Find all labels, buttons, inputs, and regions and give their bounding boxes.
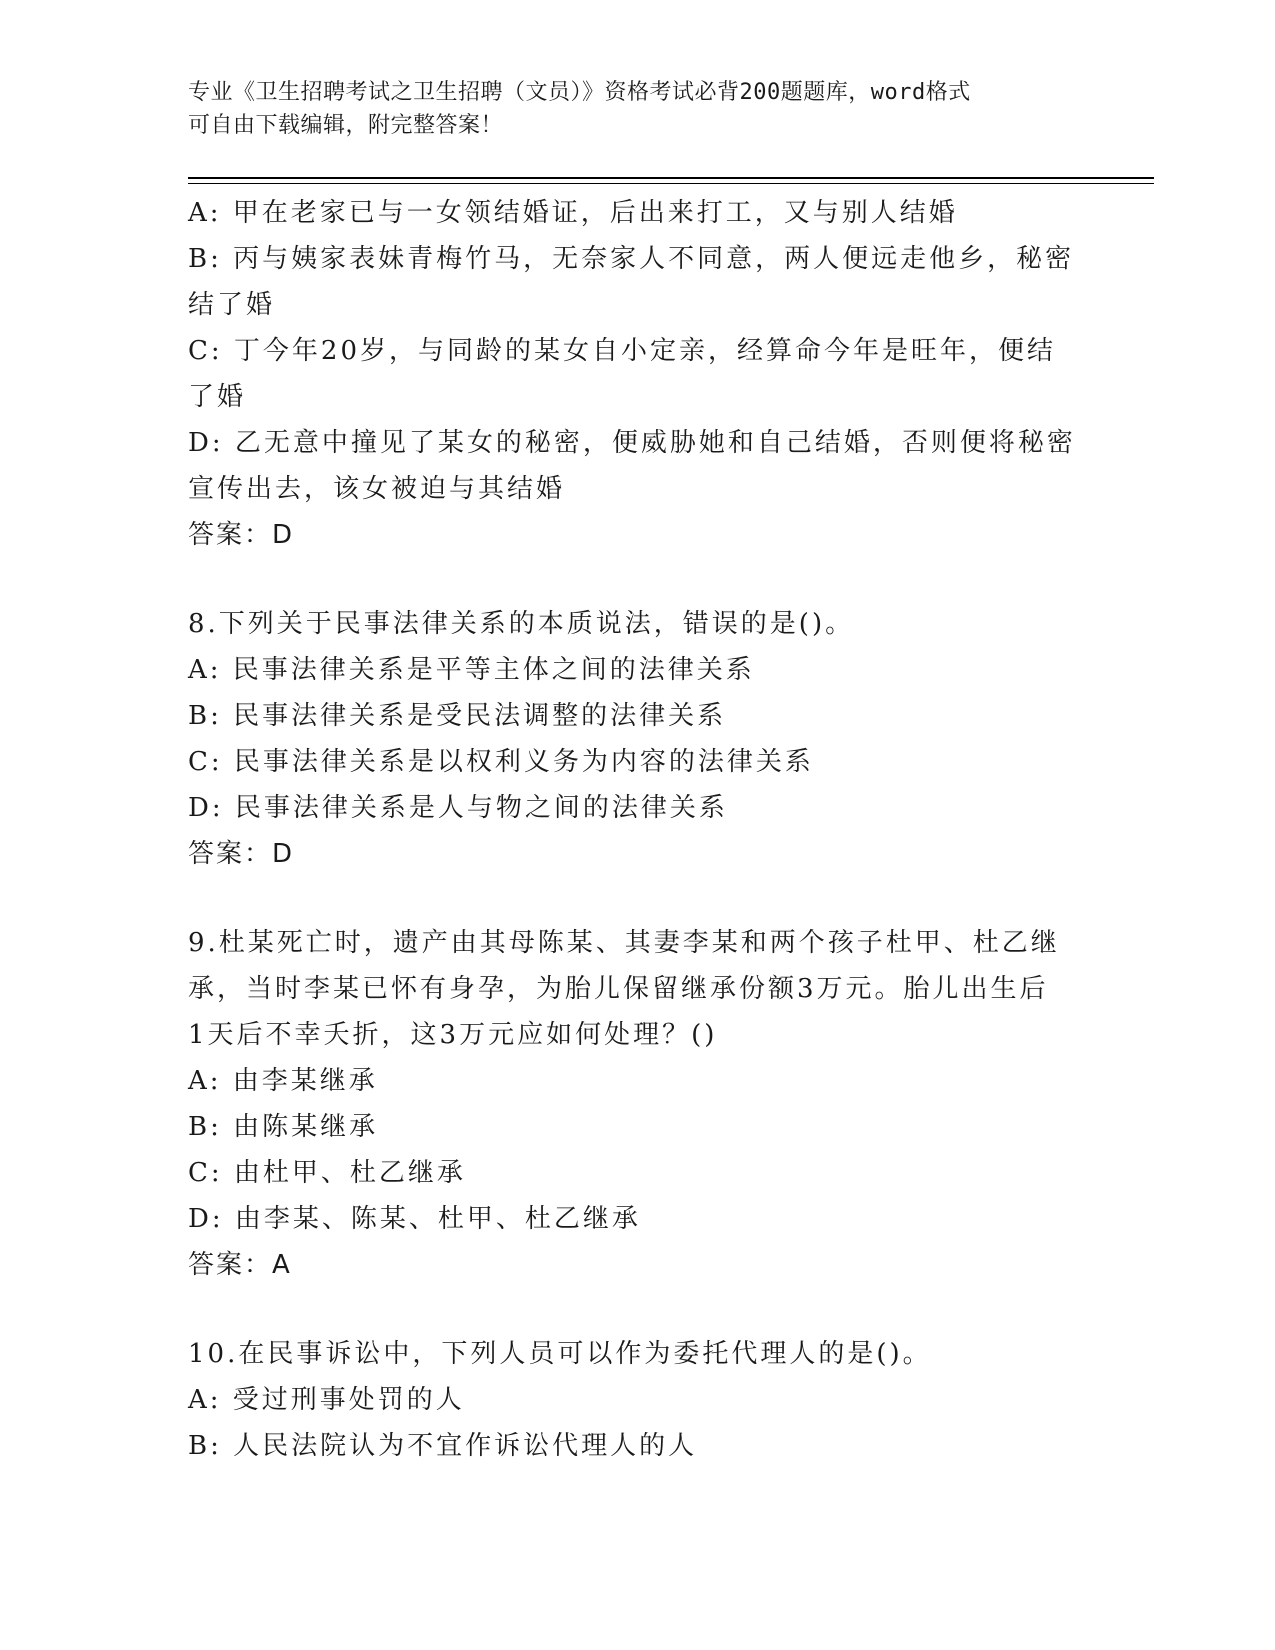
question-stem-continued: 承，当时李某已怀有身孕，为胎儿保留继承份额3万元。胎儿出生后 [188,974,1049,1004]
question-stem: 9.杜某死亡时，遗产由其母陈某、其妻李某和两个孩子杜甲、杜乙继 [188,928,1060,958]
header-line-1: 专业《卫生招聘考试之卫生招聘（文员）》资格考试必背200题题库，word格式 [188,80,971,105]
option-b: B: 人民法院认为不宜作诉讼代理人的人 [188,1431,698,1461]
question-spacer [188,877,1068,920]
header-divider-thin [188,183,1154,184]
option-d: D: 由李某、陈某、杜甲、杜乙继承 [188,1204,641,1234]
answer-label: 答案：D [188,520,295,550]
option-b: B: 丙与姨家表妹青梅竹马，无奈家人不同意，两人便远走他乡，秘密 [188,244,1075,274]
option-b: B: 民事法律关系是受民法调整的法律关系 [188,701,727,731]
option-a: A: 甲在老家已与一女领结婚证，后出来打工，又与别人结婚 [188,198,958,228]
option-c-continued: 了婚 [188,382,247,412]
question-spacer [188,1288,1068,1331]
option-b: B: 由陈某继承 [188,1112,379,1142]
question-stem: 10.在民事诉讼中，下列人员可以作为委托代理人的是()。 [188,1339,932,1369]
option-d: D: 乙无意中撞见了某女的秘密，便威胁她和自己结婚，否则便将秘密 [188,428,1076,458]
question-stem: 8.下列关于民事法律关系的本质说法，错误的是()。 [188,609,855,639]
question-8 [188,601,1068,877]
question-content [188,190,1076,1469]
question-9 [188,920,1068,1288]
header-divider-thick [188,177,1154,179]
document-header [188,76,1088,142]
option-a: A: 受过刑事处罚的人 [188,1385,465,1415]
question-7-continued [188,190,1076,558]
option-d-continued: 宣传出去，该女被迫与其结婚 [188,474,566,504]
header-line-2: 可自由下载编辑，附完整答案！ [188,113,504,138]
option-c: C: 民事法律关系是以权利义务为内容的法律关系 [188,747,814,777]
option-c: C: 由杜甲、杜乙继承 [188,1158,466,1188]
answer-label: 答案：D [188,839,295,869]
answer-label: 答案：A [188,1250,292,1280]
option-a: A: 民事法律关系是平等主体之间的法律关系 [188,655,755,685]
question-spacer [188,558,1068,601]
option-b-continued: 结了婚 [188,290,276,320]
question-stem-continued: 1天后不幸夭折，这3万元应如何处理？() [188,1020,718,1050]
option-d: D: 民事法律关系是人与物之间的法律关系 [188,793,728,823]
option-c: C: 丁今年20岁，与同龄的某女自小定亲，经算命今年是旺年，便结 [188,336,1057,366]
question-10 [188,1331,1068,1469]
option-a: A: 由李某继承 [188,1066,378,1096]
